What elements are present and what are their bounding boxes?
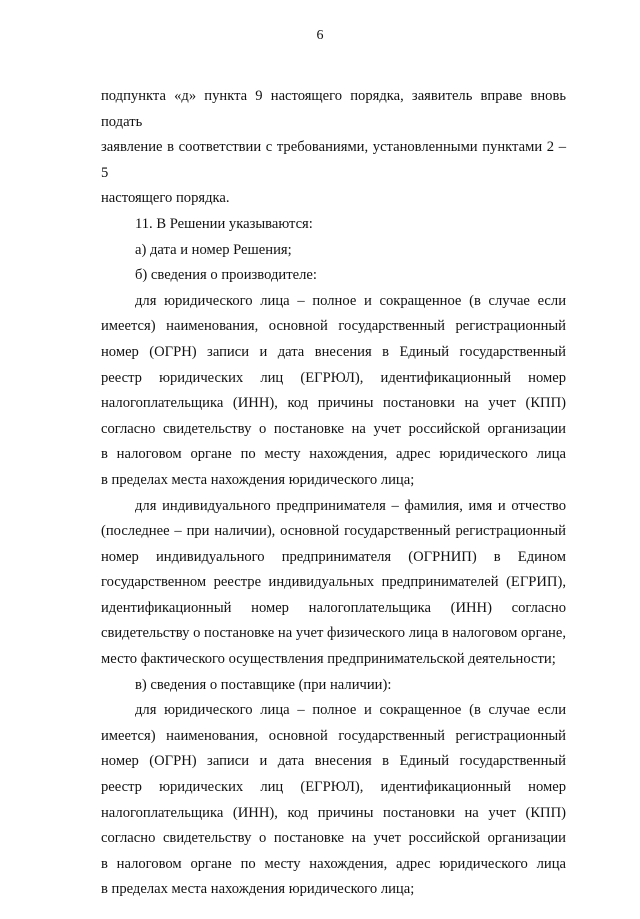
paragraph-8-line-4: реестр юридических лиц (ЕГРЮЛ), идентификационный номер [101, 779, 566, 796]
paragraph-6-line-1: для индивидуального предпринимателя – фамилия, имя и отчество [135, 497, 566, 514]
paragraph-5-line-4: реестр юридических лиц (ЕГРЮЛ), идентификационный номер [101, 369, 566, 386]
document-body [101, 84, 566, 903]
page-number: 6 [316, 28, 324, 43]
paragraph-3-line-1: а) дата и номер Решения; [135, 241, 292, 258]
paragraph-2-line-1: 11. В Решении указываются: [135, 215, 313, 232]
paragraph-8-line-6: согласно свидетельству о постановке на учет российской организации [101, 830, 566, 847]
paragraph-5-line-1: для юридического лица – полное и сокращенное (в случае если [135, 292, 566, 309]
paragraph-5-line-7: в налоговом органе по месту нахождения, адрес юридического лица [101, 446, 566, 463]
paragraph-8-line-5: налогоплательщика (ИНН), код причины постановки на учет (КПП) [101, 804, 566, 821]
paragraph-6-line-6: свидетельству о постановке на учет физического лица в налоговом органе, [101, 625, 566, 642]
paragraph-5-line-6: согласно свидетельству о постановке на учет российской организации [101, 420, 566, 437]
paragraph-6-line-5: идентификационный номер налогоплательщика (ИНН) согласно [101, 599, 566, 616]
paragraph-5-line-5: налогоплательщика (ИНН), код причины постановки на учет (КПП) [101, 395, 566, 412]
paragraph-8-line-7: в налоговом органе по месту нахождения, адрес юридического лица [101, 855, 566, 872]
paragraph-6-line-4: государственном реестре индивидуальных предпринимателей (ЕГРИП), [101, 574, 566, 591]
paragraph-6-line-3: номер индивидуального предпринимателя (ОГРНИП) в Едином [101, 548, 566, 565]
paragraph-8-line-8: в пределах места нахождения юридического лица; [101, 881, 415, 898]
paragraph-4-line-1: б) сведения о производителе: [135, 267, 317, 284]
paragraph-1-line-1: подпункта «д» пункта 9 настоящего порядка, заявитель вправе вновь подать [101, 88, 566, 130]
paragraph-1-line-3: настоящего порядка. [101, 190, 230, 207]
paragraph-5-line-8: в пределах места нахождения юридического лица; [101, 471, 415, 488]
paragraph-6-line-2: (последнее – при наличии), основной государственный регистрационный [101, 523, 566, 540]
paragraph-5-line-2: имеется) наименования, основной государственный регистрационный [101, 318, 566, 335]
paragraph-8-line-3: номер (ОГРН) записи и дата внесения в Единый государственный [101, 753, 566, 770]
paragraph-8-line-2: имеется) наименования, основной государственный регистрационный [101, 727, 566, 744]
paragraph-5-line-3: номер (ОГРН) записи и дата внесения в Единый государственный [101, 343, 566, 360]
paragraph-8-line-1: для юридического лица – полное и сокращенное (в случае если [135, 702, 566, 719]
paragraph-7-line-1: в) сведения о поставщике (при наличии): [135, 676, 392, 693]
paragraph-6-line-7: место фактического осуществления предпринимательской деятельности; [101, 651, 556, 668]
paragraph-1-line-2: заявление в соответствии с требованиями, установленными пунктами 2 – 5 [101, 139, 566, 181]
